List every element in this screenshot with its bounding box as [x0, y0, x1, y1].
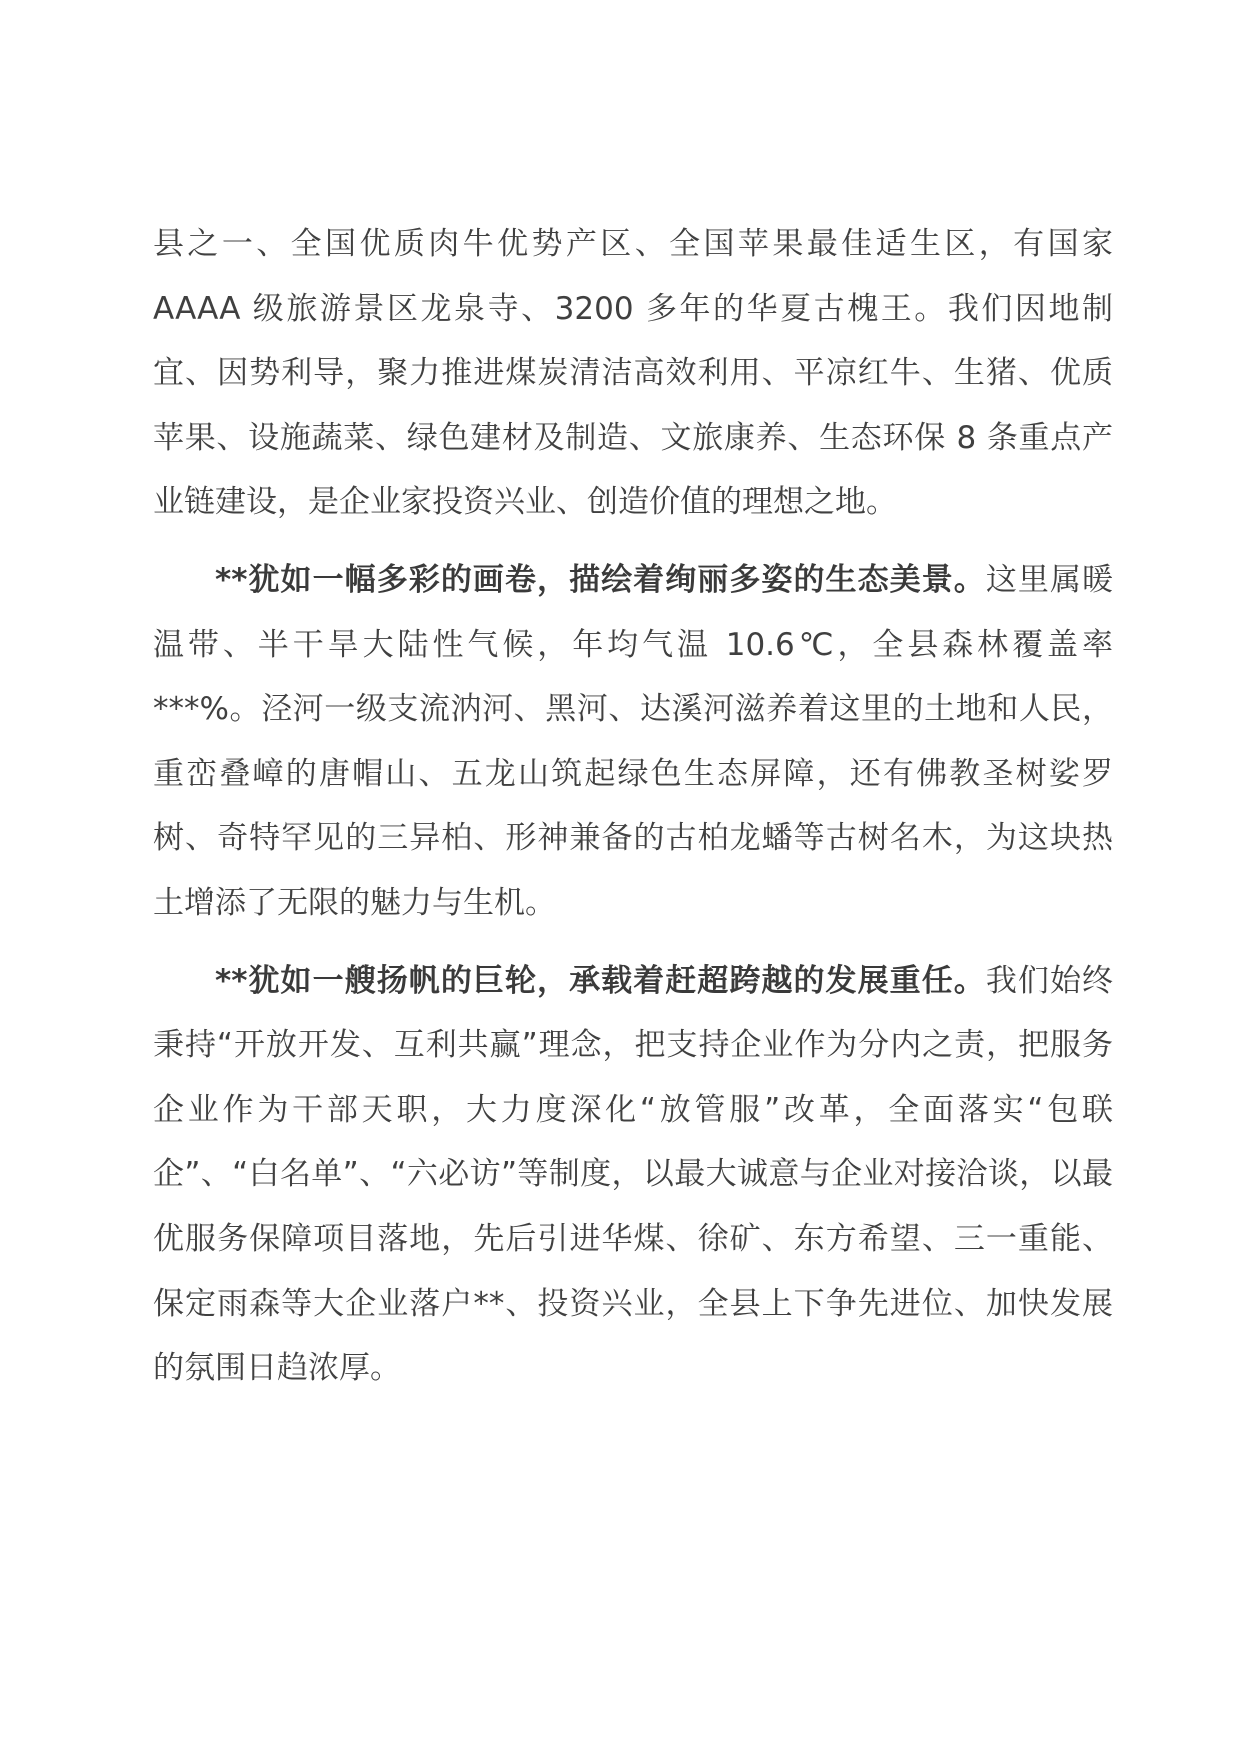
paragraph-1-text: 县之一、全国优质肉牛优势产区、全国苹果最佳适生区，有国家 AAAA 级旅游景区龙泉寺、3200 多年的华夏古槐王。我们因地制宜、因势利导，聚力推进煤炭清洁高效利用、平凉红牛、生猪、优质苹果、设施蔬菜、绿色建材及制造、文旅康养、生态环保 8 条重点产业链建设，是企业家投资兴业、创造价值的理想之地。 [153, 226, 1113, 521]
paragraph-3-lead: **犹如一艘扬帆的巨轮，承载着赶超跨越的发展重任。 [215, 962, 986, 999]
paragraph-1 [153, 212, 1113, 535]
paragraph-2-lead: **犹如一幅多彩的画卷，描绘着绚丽多姿的生态美景。 [215, 561, 986, 598]
paragraph-3 [153, 949, 1113, 1401]
document-body [153, 212, 1113, 1414]
paragraph-2-text: 这里属暖温带、半干旱大陆性气候，年均气温 10.6℃，全县森林覆盖率***%。泾河一级支流汭河、黑河、达溪河滋养着这里的土地和人民，重峦叠嶂的唐帽山、五龙山筑起绿色生态屏障，还有佛教圣树娑罗树、奇特罕见的三异柏、形神兼备的古柏龙蟠等古树名木，为这块热土增添了无限的魅力与生机。 [153, 561, 1114, 921]
paragraph-3-text: 我们始终秉持“开放开发、互利共赢”理念，把支持企业作为分内之责，把服务企业作为干部天职，大力度深化“放管服”改革，全面落实“包联企”、“白名单”、“六必访”等制度，以最大诚意与企业对接洽谈，以最优服务保障项目落地，先后引进华煤、徐矿、东方希望、三一重能、保定雨森等大企业落户**、投资兴业，全县上下争先进位、加快发展的氛围日趋浓厚。 [153, 962, 1114, 1387]
paragraph-2 [153, 548, 1113, 936]
